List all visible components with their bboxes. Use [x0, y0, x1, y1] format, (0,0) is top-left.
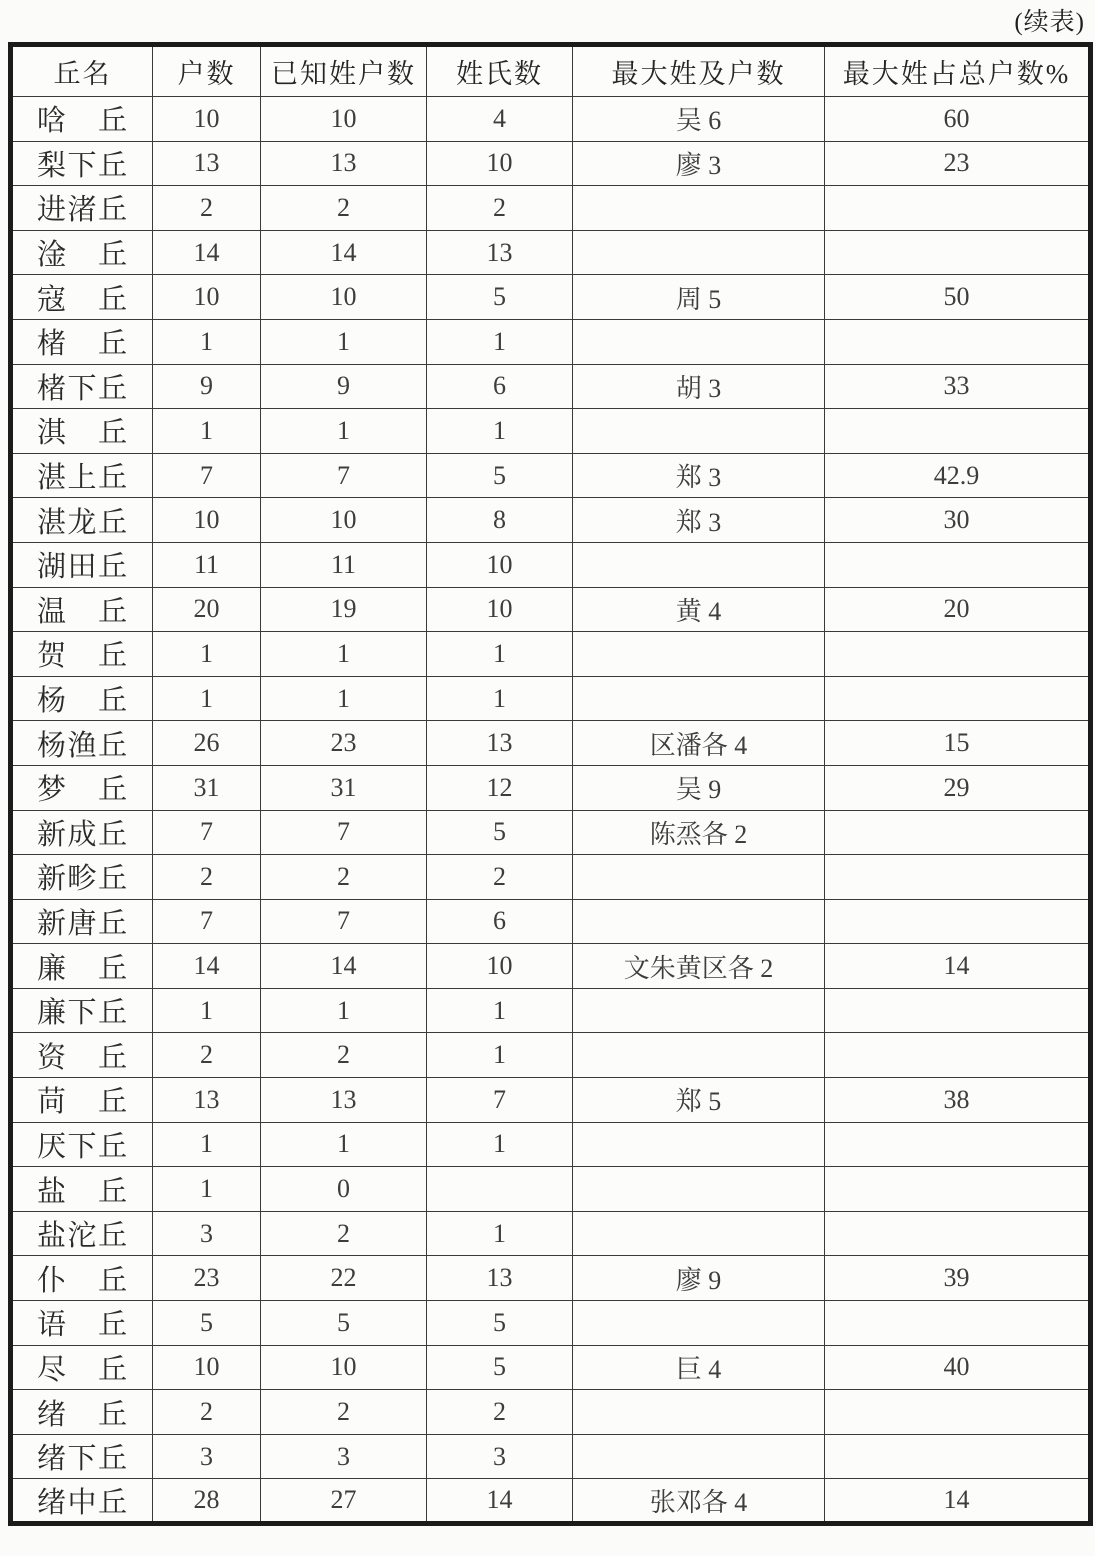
- cell-largest-surname: 陈烝各 2: [573, 810, 825, 855]
- cell-name: [11, 319, 153, 364]
- table-row: [11, 141, 1091, 186]
- cell-largest-pct: 33: [825, 364, 1091, 409]
- cell-households: 13: [153, 1078, 261, 1123]
- table-row: [11, 1122, 1091, 1167]
- hill-name: 新成丘: [37, 818, 127, 851]
- cell-households: 23: [153, 1256, 261, 1301]
- table-row: [11, 1479, 1091, 1524]
- table-row: [11, 542, 1091, 587]
- cell-known-surname-households: 2: [261, 1390, 427, 1435]
- cell-largest-pct: [825, 186, 1091, 231]
- cell-known-surname-households: 7: [261, 453, 427, 498]
- hill-name: 楮下丘: [37, 372, 127, 405]
- cell-known-surname-households: 10: [261, 97, 427, 142]
- hill-name: 贺 丘: [37, 640, 127, 673]
- cell-households: 7: [153, 453, 261, 498]
- col-header-known-households: 已知姓户数: [261, 45, 427, 97]
- cell-surname-count: 1: [427, 1211, 573, 1256]
- cell-surname-count: 5: [427, 453, 573, 498]
- cell-households: 10: [153, 97, 261, 142]
- cell-largest-pct: 30: [825, 498, 1091, 543]
- cell-largest-pct: [825, 409, 1091, 454]
- cell-largest-surname: [573, 1434, 825, 1479]
- cell-name: [11, 899, 153, 944]
- cell-largest-surname: 黄 4: [573, 587, 825, 632]
- table-row: [11, 988, 1091, 1033]
- cell-name: [11, 1390, 153, 1435]
- cell-households: 1: [153, 676, 261, 721]
- cell-name: [11, 542, 153, 587]
- cell-known-surname-households: 1: [261, 676, 427, 721]
- table-row: [11, 944, 1091, 989]
- table-row: [11, 855, 1091, 900]
- cell-name: [11, 186, 153, 231]
- cell-name: [11, 765, 153, 810]
- cell-known-surname-households: 23: [261, 721, 427, 766]
- cell-largest-pct: 15: [825, 721, 1091, 766]
- cell-households: 20: [153, 587, 261, 632]
- cell-known-surname-households: 10: [261, 498, 427, 543]
- cell-name: [11, 141, 153, 186]
- cell-largest-surname: [573, 542, 825, 587]
- hill-name: 语 丘: [37, 1309, 127, 1342]
- cell-largest-surname: [573, 409, 825, 454]
- cell-known-surname-households: 5: [261, 1301, 427, 1346]
- cell-largest-surname: 周 5: [573, 275, 825, 320]
- cell-known-surname-households: 9: [261, 364, 427, 409]
- table-row: [11, 1256, 1091, 1301]
- cell-surname-count: 1: [427, 1033, 573, 1078]
- cell-households: 3: [153, 1211, 261, 1256]
- hill-name: 苘 丘: [37, 1086, 127, 1119]
- cell-largest-surname: [573, 632, 825, 677]
- cell-surname-count: 6: [427, 364, 573, 409]
- hill-name: 廉 丘: [37, 952, 127, 985]
- cell-largest-surname: [573, 676, 825, 721]
- cell-known-surname-households: 10: [261, 1345, 427, 1390]
- cell-largest-surname: [573, 1167, 825, 1212]
- col-header-largest-percentage: 最大姓占总户数%: [825, 45, 1091, 97]
- cell-households: 7: [153, 899, 261, 944]
- cell-surname-count: 14: [427, 1479, 573, 1524]
- cell-largest-pct: 39: [825, 1256, 1091, 1301]
- cell-surname-count: 2: [427, 1390, 573, 1435]
- cell-households: 1: [153, 409, 261, 454]
- hill-name: 梨下丘: [37, 149, 127, 182]
- table-row: [11, 319, 1091, 364]
- cell-households: 7: [153, 810, 261, 855]
- hill-name: 淦 丘: [37, 239, 127, 272]
- cell-households: 10: [153, 1345, 261, 1390]
- cell-largest-pct: 42.9: [825, 453, 1091, 498]
- hill-name: 湛龙丘: [37, 506, 127, 539]
- cell-name: [11, 587, 153, 632]
- cell-households: 1: [153, 988, 261, 1033]
- cell-known-surname-households: 2: [261, 1211, 427, 1256]
- hill-name: 进渚丘: [37, 194, 127, 227]
- table-row: [11, 1434, 1091, 1479]
- cell-surname-count: 3: [427, 1434, 573, 1479]
- cell-households: 11: [153, 542, 261, 587]
- cell-known-surname-households: 1: [261, 1122, 427, 1167]
- cell-surname-count: 8: [427, 498, 573, 543]
- cell-largest-surname: 巨 4: [573, 1345, 825, 1390]
- hill-name: 湖田丘: [37, 551, 127, 584]
- cell-largest-pct: [825, 855, 1091, 900]
- cell-name: [11, 810, 153, 855]
- cell-name: [11, 275, 153, 320]
- cell-name: [11, 453, 153, 498]
- cell-surname-count: 1: [427, 676, 573, 721]
- cell-surname-count: 1: [427, 409, 573, 454]
- cell-households: 1: [153, 632, 261, 677]
- cell-largest-surname: 廖 9: [573, 1256, 825, 1301]
- cell-known-surname-households: 7: [261, 810, 427, 855]
- cell-largest-pct: [825, 1301, 1091, 1346]
- cell-households: 10: [153, 275, 261, 320]
- cell-largest-surname: [573, 899, 825, 944]
- col-header-surname-count: 姓氏数: [427, 45, 573, 97]
- cell-name: [11, 1345, 153, 1390]
- cell-surname-count: 10: [427, 141, 573, 186]
- table-row: [11, 364, 1091, 409]
- cell-households: 9: [153, 364, 261, 409]
- cell-largest-surname: 郑 5: [573, 1078, 825, 1123]
- cell-largest-pct: 23: [825, 141, 1091, 186]
- cell-surname-count: 13: [427, 1256, 573, 1301]
- cell-known-surname-households: 11: [261, 542, 427, 587]
- table-row: [11, 186, 1091, 231]
- cell-known-surname-households: 13: [261, 1078, 427, 1123]
- cell-largest-pct: 38: [825, 1078, 1091, 1123]
- cell-name: [11, 1256, 153, 1301]
- cell-largest-surname: [573, 1033, 825, 1078]
- hill-name: 仆 丘: [37, 1264, 127, 1297]
- cell-surname-count: 10: [427, 944, 573, 989]
- cell-largest-surname: [573, 855, 825, 900]
- cell-largest-pct: [825, 810, 1091, 855]
- table-body: [11, 97, 1091, 1524]
- hill-name: 温 丘: [37, 595, 127, 628]
- cell-surname-count: 10: [427, 542, 573, 587]
- table-row: [11, 1345, 1091, 1390]
- cell-surname-count: 5: [427, 1301, 573, 1346]
- cell-known-surname-households: 2: [261, 186, 427, 231]
- cell-known-surname-households: 13: [261, 141, 427, 186]
- cell-households: 26: [153, 721, 261, 766]
- cell-known-surname-households: 19: [261, 587, 427, 632]
- table-row: [11, 899, 1091, 944]
- cell-surname-count: 13: [427, 721, 573, 766]
- cell-name: [11, 721, 153, 766]
- cell-name: [11, 632, 153, 677]
- cell-known-surname-households: 1: [261, 632, 427, 677]
- cell-largest-pct: [825, 988, 1091, 1033]
- cell-largest-pct: [825, 632, 1091, 677]
- table-row: [11, 453, 1091, 498]
- cell-largest-surname: [573, 319, 825, 364]
- cell-households: 31: [153, 765, 261, 810]
- hill-name: 绪中丘: [37, 1486, 127, 1519]
- cell-name: [11, 1078, 153, 1123]
- cell-name: [11, 409, 153, 454]
- cell-largest-surname: 张邓各 4: [573, 1479, 825, 1524]
- cell-largest-pct: [825, 542, 1091, 587]
- table-row: [11, 409, 1091, 454]
- cell-households: 2: [153, 186, 261, 231]
- cell-name: [11, 230, 153, 275]
- cell-known-surname-households: 14: [261, 230, 427, 275]
- table-row: [11, 230, 1091, 275]
- cell-known-surname-households: 2: [261, 1033, 427, 1078]
- cell-households: 14: [153, 230, 261, 275]
- hill-name: 杨 丘: [37, 685, 127, 718]
- cell-largest-pct: [825, 1390, 1091, 1435]
- cell-largest-surname: [573, 186, 825, 231]
- cell-surname-count: 12: [427, 765, 573, 810]
- cell-name: [11, 988, 153, 1033]
- cell-households: 1: [153, 1122, 261, 1167]
- cell-surname-count: 5: [427, 275, 573, 320]
- cell-largest-pct: [825, 1122, 1091, 1167]
- cell-name: [11, 944, 153, 989]
- cell-surname-count: 10: [427, 587, 573, 632]
- cell-name: [11, 1479, 153, 1524]
- col-header-largest-surname: 最大姓及户数: [573, 45, 825, 97]
- continued-table-note: (续表): [1014, 9, 1085, 36]
- cell-surname-count: 2: [427, 186, 573, 231]
- header-row: [11, 45, 1091, 97]
- cell-largest-pct: [825, 1434, 1091, 1479]
- table-row: [11, 1211, 1091, 1256]
- hill-name: 盐沱丘: [37, 1220, 127, 1253]
- cell-name: [11, 498, 153, 543]
- cell-largest-pct: [825, 1211, 1091, 1256]
- cell-largest-surname: [573, 1211, 825, 1256]
- cell-name: [11, 1122, 153, 1167]
- cell-largest-surname: [573, 1301, 825, 1346]
- hill-name: 寇 丘: [37, 283, 127, 316]
- cell-surname-count: 13: [427, 230, 573, 275]
- cell-name: [11, 1301, 153, 1346]
- table-row: [11, 765, 1091, 810]
- hill-name: 杨渔丘: [37, 729, 127, 762]
- cell-households: 3: [153, 1434, 261, 1479]
- col-header-hill-name: 丘名: [11, 45, 153, 97]
- cell-largest-pct: [825, 230, 1091, 275]
- cell-households: 2: [153, 855, 261, 900]
- cell-name: [11, 676, 153, 721]
- hill-name: 唅 丘: [37, 105, 127, 138]
- hill-name: 廉下丘: [37, 997, 127, 1030]
- cell-largest-surname: [573, 1122, 825, 1167]
- cell-largest-surname: 吴 9: [573, 765, 825, 810]
- table-row: [11, 1390, 1091, 1435]
- cell-known-surname-households: 1: [261, 319, 427, 364]
- hill-name: 厌下丘: [37, 1130, 127, 1163]
- hill-name: 新畛丘: [37, 863, 127, 896]
- table-row: [11, 275, 1091, 320]
- cell-name: [11, 1033, 153, 1078]
- cell-surname-count: 1: [427, 988, 573, 1033]
- cell-largest-pct: 29: [825, 765, 1091, 810]
- cell-known-surname-households: 3: [261, 1434, 427, 1479]
- cell-surname-count: 6: [427, 899, 573, 944]
- cell-largest-pct: 40: [825, 1345, 1091, 1390]
- hill-name: 湛上丘: [37, 462, 127, 495]
- table-row: [11, 676, 1091, 721]
- hill-name: 楮 丘: [37, 328, 127, 361]
- cell-name: [11, 364, 153, 409]
- table-row: [11, 1078, 1091, 1123]
- cell-surname-count: 2: [427, 855, 573, 900]
- cell-households: 1: [153, 319, 261, 364]
- cell-largest-pct: 60: [825, 97, 1091, 142]
- hill-name: 绪 丘: [37, 1398, 127, 1431]
- cell-households: 1: [153, 1167, 261, 1212]
- cell-name: [11, 1434, 153, 1479]
- hill-name: 新唐丘: [37, 907, 127, 940]
- cell-households: 13: [153, 141, 261, 186]
- cell-largest-surname: [573, 988, 825, 1033]
- cell-name: [11, 1167, 153, 1212]
- surname-statistics-table: [8, 42, 1093, 1526]
- hill-name: 尽 丘: [37, 1353, 127, 1386]
- cell-known-surname-households: 22: [261, 1256, 427, 1301]
- table-row: [11, 1167, 1091, 1212]
- hill-name: 梦 丘: [37, 774, 127, 807]
- table-row: [11, 810, 1091, 855]
- cell-known-surname-households: 1: [261, 988, 427, 1033]
- cell-known-surname-households: 14: [261, 944, 427, 989]
- cell-surname-count: 4: [427, 97, 573, 142]
- table-row: [11, 1033, 1091, 1078]
- cell-households: 2: [153, 1033, 261, 1078]
- cell-surname-count: 1: [427, 319, 573, 364]
- cell-known-surname-households: 2: [261, 855, 427, 900]
- table-row: [11, 587, 1091, 632]
- cell-surname-count: 5: [427, 1345, 573, 1390]
- cell-surname-count: 5: [427, 810, 573, 855]
- col-header-households: 户数: [153, 45, 261, 97]
- cell-largest-pct: 14: [825, 1479, 1091, 1524]
- table-row: [11, 97, 1091, 142]
- cell-largest-pct: [825, 1167, 1091, 1212]
- cell-known-surname-households: 0: [261, 1167, 427, 1212]
- cell-households: 5: [153, 1301, 261, 1346]
- cell-largest-surname: [573, 1390, 825, 1435]
- cell-largest-pct: 14: [825, 944, 1091, 989]
- cell-largest-pct: [825, 676, 1091, 721]
- cell-surname-count: 7: [427, 1078, 573, 1123]
- cell-name: [11, 855, 153, 900]
- cell-largest-pct: [825, 1033, 1091, 1078]
- cell-known-surname-households: 1: [261, 409, 427, 454]
- cell-largest-surname: 郑 3: [573, 498, 825, 543]
- cell-largest-pct: 50: [825, 275, 1091, 320]
- cell-households: 10: [153, 498, 261, 543]
- cell-largest-surname: 郑 3: [573, 453, 825, 498]
- cell-largest-surname: 吴 6: [573, 97, 825, 142]
- cell-surname-count: 1: [427, 632, 573, 677]
- cell-name: [11, 97, 153, 142]
- table-row: [11, 1301, 1091, 1346]
- cell-known-surname-households: 7: [261, 899, 427, 944]
- hill-name: 绪下丘: [37, 1443, 127, 1476]
- cell-largest-pct: [825, 899, 1091, 944]
- table-row: [11, 632, 1091, 677]
- cell-largest-pct: 20: [825, 587, 1091, 632]
- cell-largest-surname: 胡 3: [573, 364, 825, 409]
- cell-largest-pct: [825, 319, 1091, 364]
- cell-largest-surname: 区潘各 4: [573, 721, 825, 766]
- cell-surname-count: [427, 1167, 573, 1212]
- cell-known-surname-households: 31: [261, 765, 427, 810]
- cell-households: 14: [153, 944, 261, 989]
- hill-name: 资 丘: [37, 1041, 127, 1074]
- table-row: [11, 721, 1091, 766]
- cell-households: 2: [153, 1390, 261, 1435]
- cell-known-surname-households: 10: [261, 275, 427, 320]
- cell-largest-surname: 文朱黄区各 2: [573, 944, 825, 989]
- table-row: [11, 498, 1091, 543]
- cell-largest-surname: [573, 230, 825, 275]
- cell-largest-surname: 廖 3: [573, 141, 825, 186]
- hill-name: 盐 丘: [37, 1175, 127, 1208]
- cell-name: [11, 1211, 153, 1256]
- cell-surname-count: 1: [427, 1122, 573, 1167]
- hill-name: 淇 丘: [37, 417, 127, 450]
- cell-known-surname-households: 27: [261, 1479, 427, 1524]
- cell-households: 28: [153, 1479, 261, 1524]
